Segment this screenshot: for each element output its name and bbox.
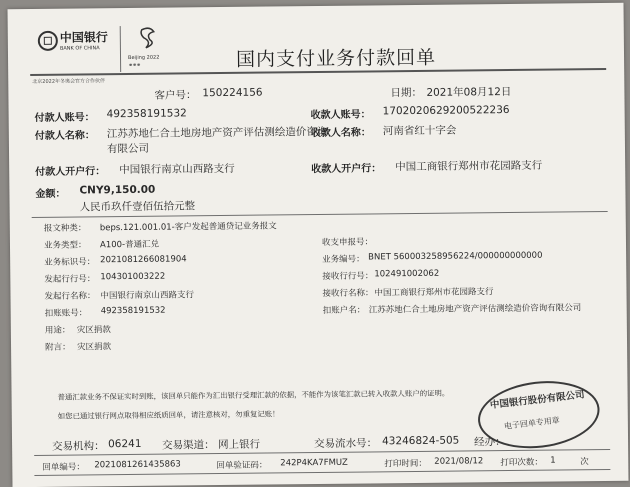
payer-bank-label: 付款人开户行：: [35, 166, 106, 178]
biz-type-value: A100-普通汇兑: [99, 239, 160, 251]
send-name-value: 中国银行南京山西路支行: [100, 290, 195, 302]
manager-label: 经办：: [474, 436, 506, 449]
page-title: 国内支付业务付款回单: [235, 46, 437, 71]
print-time-value: 2021/08/12: [434, 456, 484, 467]
payee-bank-label: 收款人开户行：: [311, 163, 382, 176]
payer-name-line1: 江苏苏地仁合土地房地产资产评估测绘造价咨询: [106, 125, 328, 141]
serial-label: 交易流水号：: [314, 437, 378, 451]
olympic-text: Beijing 2022: [127, 54, 160, 61]
msg-type-label: 报文种类：: [43, 223, 87, 234]
msg-type-value: beps.121.001.01-客户发起普通贷记业务报文: [99, 221, 277, 234]
serial-value: 43246824-505: [381, 434, 460, 448]
biz-id-value: 2021081266081904: [100, 254, 187, 266]
seal-top-text: 中国银行股份有限公司: [489, 389, 586, 412]
receipt-no-value: 2021081261435863: [94, 459, 181, 471]
receipt-declare-label: 收支申报号：: [321, 237, 374, 248]
sponsor-slogan: 北京2022年冬奥会官方合作伙伴: [32, 78, 106, 85]
biz-id-label: 业务标识号：: [44, 257, 96, 268]
org-value: 06241: [108, 437, 142, 451]
biz-type-label: 业务类型：: [43, 240, 87, 251]
print-time-label: 打印时间：: [384, 458, 427, 470]
date-value: 2021年08月12日: [426, 85, 512, 99]
notice-line-2: 如您已通过银行网点取得相应纸质回单，请注意核对，勿重复记账！: [57, 409, 280, 421]
payee-account-value: 1702020629200522236: [382, 103, 510, 118]
note-label: 附言：: [45, 342, 71, 353]
verify-code-label: 回单验证码：: [216, 460, 268, 472]
amount-label: 金额：: [35, 188, 66, 200]
payee-name-value: 河南省红十字会: [382, 124, 457, 138]
payee-account-label: 收款人账号：: [310, 109, 371, 122]
payee-bank-value: 中国工商银行郑州市花园路支行: [395, 159, 543, 174]
bank-name: 中国银行: [59, 30, 108, 45]
recv-bank-label: 接收行行号：: [322, 271, 374, 282]
date-label: 日期：: [390, 86, 422, 100]
seal-bottom-text: 电子回单专用章: [503, 415, 561, 431]
verify-code-value: 242P4KA7FMUZ: [280, 457, 348, 469]
payee-name-label: 收款人名称：: [310, 127, 371, 140]
recv-bank-value: 102491002062: [374, 268, 440, 280]
olympic-rings-icon: ⚭⚭⚭: [128, 61, 141, 69]
debit-name-value: 江苏苏地仁合土地房地产资产评估测绘造价咨询有限公司: [368, 303, 582, 316]
bank-logo-icon: [38, 31, 58, 51]
debit-name-label: 扣账户名：: [322, 305, 366, 316]
recv-name-label: 接收行名称：: [322, 288, 374, 299]
biz-no-label: 业务编号：: [322, 254, 365, 265]
payer-name-label: 付款人名称：: [34, 130, 95, 142]
send-name-label: 发起行名称：: [44, 291, 96, 302]
amount-words: 人民币玖仟壹佰伍拾元整: [79, 200, 196, 214]
send-bank-label: 发起行行号：: [44, 274, 96, 285]
customer-no-value: 150224156: [202, 86, 263, 100]
print-count-unit: 次: [580, 457, 589, 468]
notice-line-1: 普通汇款业务不保证实时到账，该回单只能作为汇出银行受理汇款的依据，不能作为该笔汇款已转入收款人账户的证明。: [57, 388, 450, 402]
usage-value: 灾区捐款: [76, 325, 111, 336]
payer-account-value: 492358191532: [106, 107, 187, 121]
biz-no-value: BNET 560003258956224/000000000000: [368, 250, 543, 263]
debit-account-value: 492358191532: [100, 305, 166, 317]
print-count-label: 打印次数：: [500, 457, 543, 469]
payer-bank-value: 中国银行南京山西路支行: [119, 162, 235, 177]
channel-value: 网上银行: [218, 438, 261, 452]
org-label: 交易机构：: [52, 440, 105, 453]
customer-no-label: 客户号：: [154, 89, 197, 102]
usage-label: 用途：: [44, 325, 71, 336]
payer-account-label: 付款人账号：: [34, 112, 95, 124]
note-value: 灾区捐款: [77, 342, 112, 353]
send-bank-value: 104301003222: [100, 271, 166, 283]
receipt-no-label: 回单编号：: [42, 462, 85, 473]
receipt-paper: [8, 3, 629, 487]
olympic-emblem-icon: [136, 26, 162, 54]
print-count-value: 1: [550, 455, 556, 466]
debit-account-label: 扣账账号：: [44, 308, 88, 319]
payer-name-line2: 有限公司: [106, 142, 150, 156]
channel-label: 交易渠道：: [162, 439, 215, 452]
header-divider: [120, 26, 121, 72]
recv-name-value: 中国工商银行郑州市花园路支行: [374, 287, 494, 299]
bank-name-en: BANK OF CHINA: [59, 45, 100, 52]
amount-value: CNY9,150.00: [79, 183, 156, 197]
